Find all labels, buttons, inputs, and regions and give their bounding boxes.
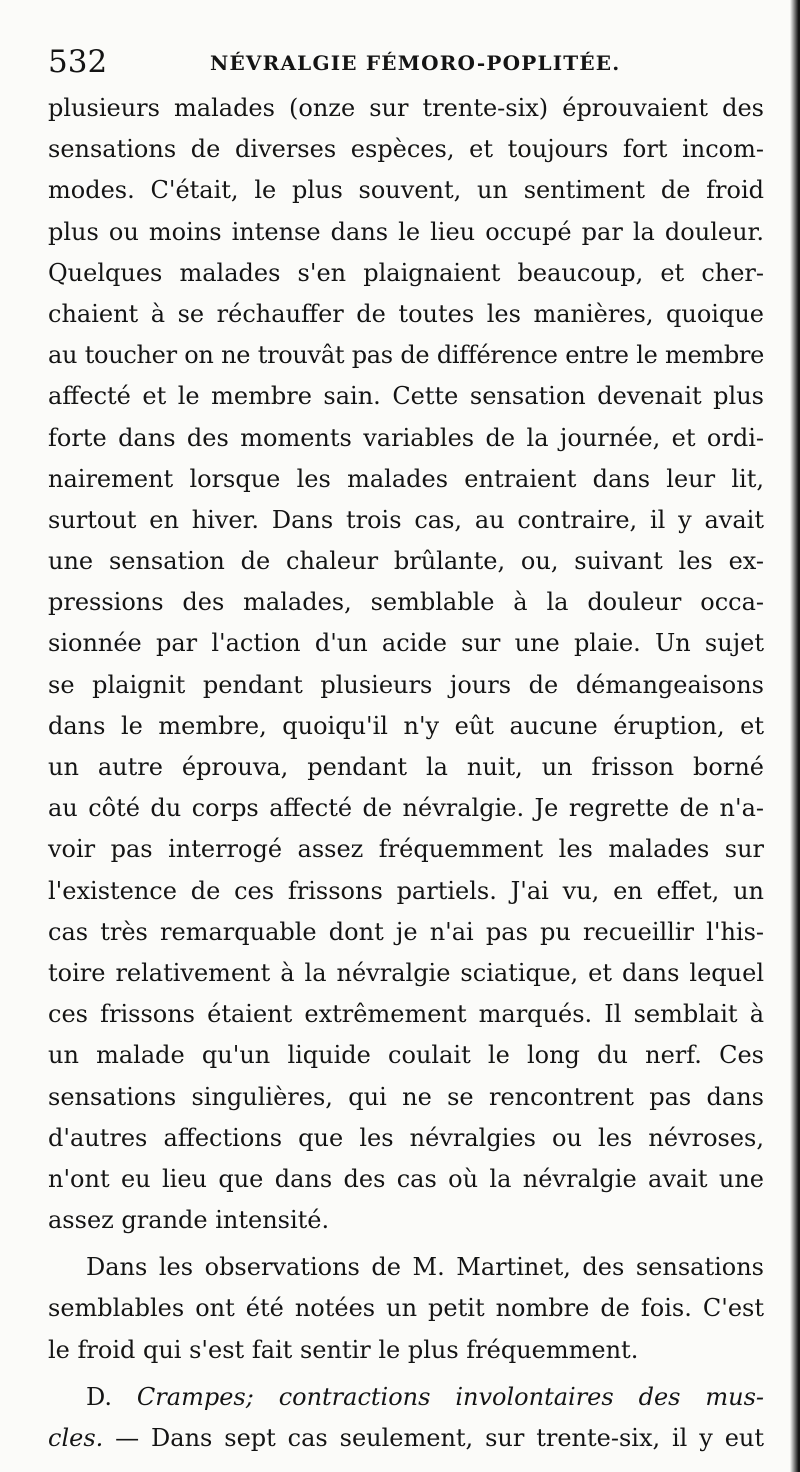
text-line: semblables ont été notées un petit nombre de fois. C'est xyxy=(48,1294,764,1323)
section-heading: Crampes; contractions involontaires des mus- xyxy=(136,1382,764,1411)
text-line: une sensation de chaleur brûlante, ou, suivant les ex- xyxy=(48,547,764,576)
text-line: sensations de diverses espèces, et toujours fort incom- xyxy=(48,135,764,164)
section-heading-end: cles. xyxy=(48,1424,104,1452)
text-line: au toucher on ne trouvât pas de différence entre le membre xyxy=(48,341,764,370)
text-line: plus ou moins intense dans le lieu occupé par la douleur. xyxy=(48,217,764,246)
text-line: forte dans des moments variables de la journée, et ordi- xyxy=(48,423,764,452)
section-heading-line xyxy=(48,1377,764,1418)
text-line: voir pas interrogé assez fréquemment les malades sur xyxy=(48,835,764,864)
text-line: Dans les observations de M. Martinet, des sensations xyxy=(86,1253,764,1282)
text-line: l'existence de ces frissons partiels. J'ai vu, en effet, un xyxy=(48,876,764,905)
text-line: d'autres affections que les névralgies ou les névroses, xyxy=(48,1123,764,1152)
section-text: — Dans sept cas seulement, sur trente-six, il y eut xyxy=(103,1424,764,1452)
text-line: surtout en hiver. Dans trois cas, au contraire, il y avait xyxy=(48,505,764,534)
text-line: affecté et le membre sain. Cette sensation devenait plus xyxy=(48,382,764,411)
text-line: plusieurs malades (onze sur trente-six) éprouvaient des xyxy=(48,94,764,122)
text-line: nairement lorsque les malades entraient dans leur lit, xyxy=(48,464,764,493)
text-line: un malade qu'un liquide coulait le long du nerf. Ces xyxy=(48,1041,764,1070)
text-line: modes. C'était, le plus souvent, un sentiment de froid xyxy=(48,176,764,205)
text-line: Quelques malades s'en plaignaient beaucoup, et cher- xyxy=(48,258,764,287)
body-text xyxy=(48,88,764,1459)
running-head: NÉVRALGIE FÉMORO-POPLITÉE. xyxy=(210,51,621,75)
page-header xyxy=(48,40,768,84)
text-line: le froid qui s'est fait sentir le plus fréquemment. xyxy=(48,1335,639,1364)
text-line: au côté du corps affecté de névralgie. Je regrette de n'a- xyxy=(48,794,764,823)
section-label: D. xyxy=(86,1382,113,1411)
text-line: sionnée par l'action d'un acide sur une plaie. Un sujet xyxy=(48,629,764,658)
paragraph-sensations xyxy=(48,88,764,1241)
paragraph-crampes xyxy=(48,1377,764,1459)
text-line: assez grande intensité. xyxy=(48,1206,330,1235)
text-line: ces frissons étaient extrêmement marqués. Il semblait à xyxy=(48,1000,764,1029)
page-number: 532 xyxy=(48,44,108,80)
text-line: un autre éprouva, pendant la nuit, un frisson borné xyxy=(48,753,764,781)
text-line: n'ont eu lieu que dans des cas où la névralgie avait une xyxy=(48,1164,764,1193)
paragraph-martinet xyxy=(48,1247,764,1371)
text-line: se plaignit pendant plusieurs jours de démangeaisons xyxy=(48,670,764,699)
text-line: chaient à se réchauffer de toutes les manières, quoique xyxy=(48,299,764,328)
text-line: pressions des malades, semblable à la douleur occa- xyxy=(48,588,764,617)
text-line: cas très remarquable dont je n'ai pas pu recueillir l'his- xyxy=(48,917,764,946)
text-line: dans le membre, quoiqu'il n'y eût aucune éruption, et xyxy=(48,711,764,740)
text-line: sensations singulières, qui ne se rencontrent pas dans xyxy=(48,1082,764,1111)
text-line xyxy=(48,1418,764,1459)
text-line: toire relativement à la névralgie sciatique, et dans lequel xyxy=(48,958,764,987)
